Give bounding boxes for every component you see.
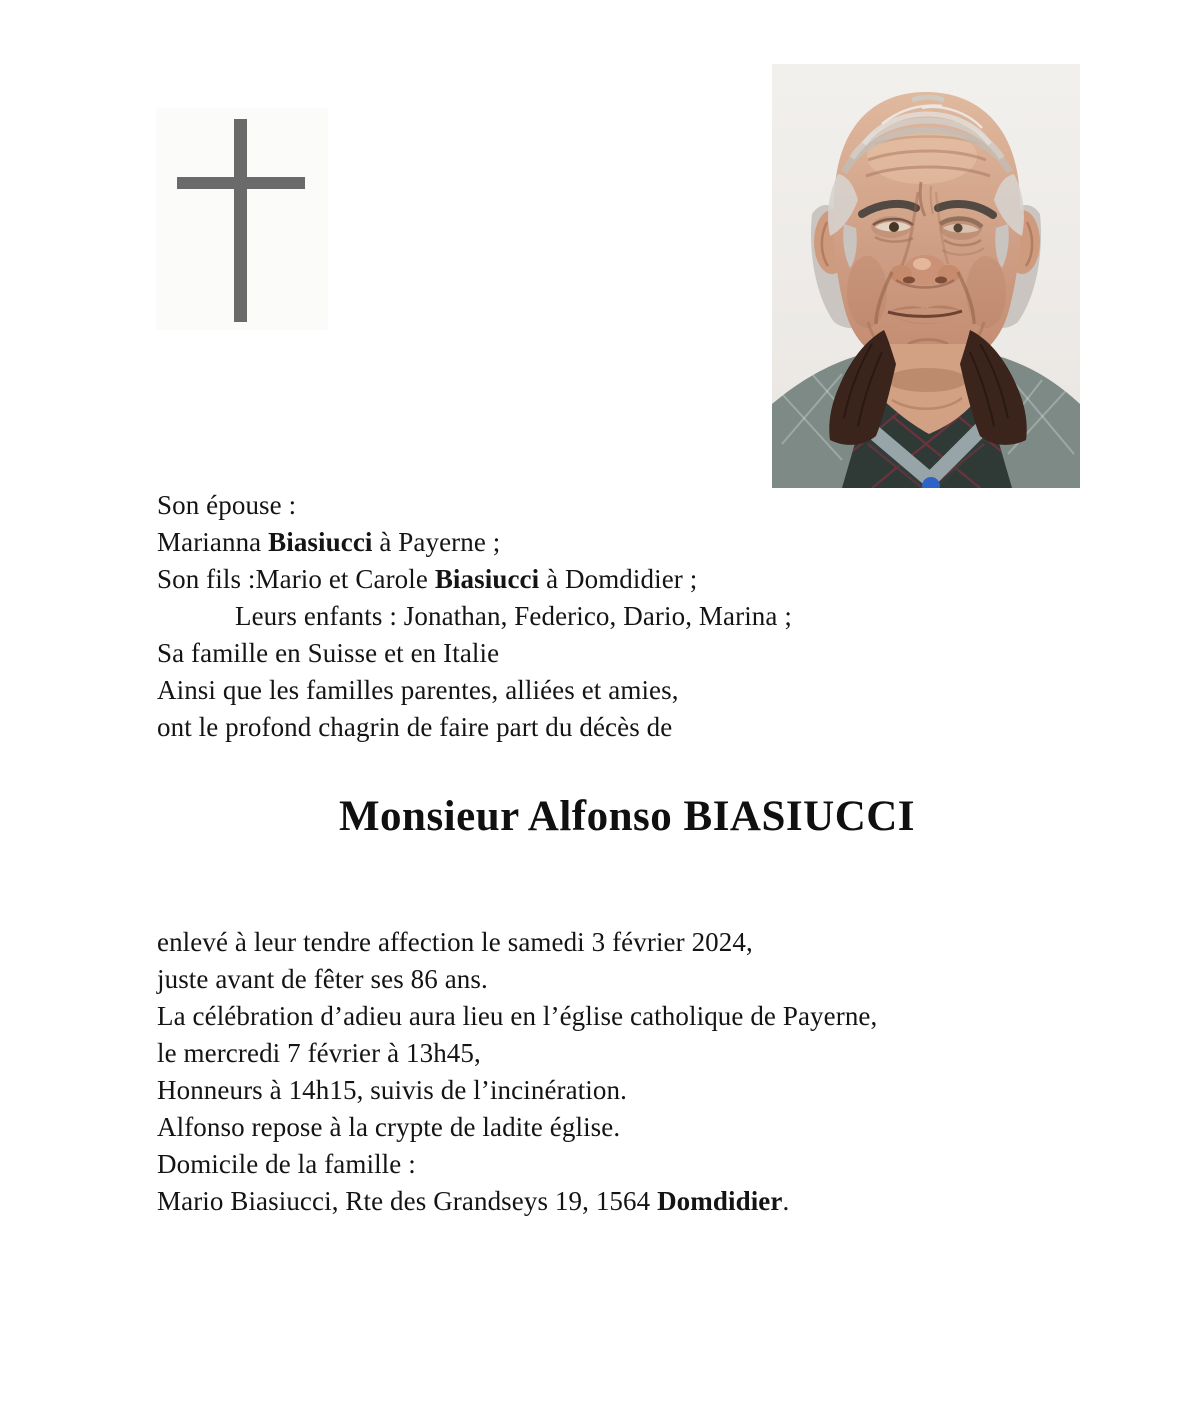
town-bold: Domdidier [657, 1186, 783, 1216]
line-text: Son épouse : [157, 490, 297, 520]
line-text: Marianna [157, 527, 269, 557]
line-text: ont le profond chagrin de faire part du décès de [157, 712, 673, 742]
line-text: enlevé à leur tendre affection le samedi 3 février 2024, [157, 927, 753, 957]
text-line [157, 1183, 877, 1220]
line-text: Son fils :Mario et Carole [157, 564, 435, 594]
text-line [157, 998, 877, 1035]
surname-bold: Biasiucci [268, 527, 373, 557]
surname-bold: Biasiucci [434, 564, 540, 594]
text-line [157, 1072, 877, 1109]
text-line [157, 1109, 877, 1146]
line-text: Domicile de la famille : [157, 1149, 416, 1179]
text-line-indented [157, 598, 792, 635]
text-line [157, 709, 792, 746]
line-text: Mario Biasiucci, Rte des Grandseys 19, 1564 [157, 1186, 658, 1216]
text-line [157, 1035, 877, 1072]
portrait-photo [772, 64, 1080, 488]
line-text: Leurs enfants : Jonathan, Federico, Dario, Marina ; [235, 601, 792, 631]
text-line [157, 672, 792, 709]
line-text: Ainsi que les familles parentes, alliées et amies, [157, 675, 679, 705]
cross-vertical-bar [234, 119, 247, 322]
text-line [157, 1146, 877, 1183]
text-line [157, 487, 792, 524]
christian-cross-icon [156, 108, 328, 330]
text-line [157, 524, 792, 561]
cheek-shading-left [847, 256, 887, 328]
line-text: à Payerne ; [372, 527, 501, 557]
text-line [157, 961, 877, 998]
deceased-name-title: Monsieur Alfonso BIASIUCCI [338, 793, 916, 840]
line-text: Sa famille en Suisse et en Italie [157, 638, 500, 668]
cross-horizontal-bar [177, 177, 305, 189]
line-text: juste avant de fêter ses 86 ans. [157, 964, 488, 994]
family-announcement-text [157, 487, 792, 746]
line-text: à Domdidier ; [539, 564, 698, 594]
text-line [157, 635, 792, 672]
funeral-details-text [157, 924, 877, 1220]
line-text: Alfonso repose à la crypte de ladite église. [157, 1112, 621, 1142]
line-text: . [782, 1186, 790, 1216]
cross-panel [156, 108, 328, 330]
line-text: le mercredi 7 février à 13h45, [157, 1038, 481, 1068]
line-text: La célébration d’adieu aura lieu en l’église catholique de Payerne, [157, 1001, 878, 1031]
line-text: Honneurs à 14h15, suivis de l’incinération. [157, 1075, 627, 1105]
portrait-photo-image [772, 64, 1080, 488]
text-line [157, 924, 877, 961]
text-line [157, 561, 792, 598]
